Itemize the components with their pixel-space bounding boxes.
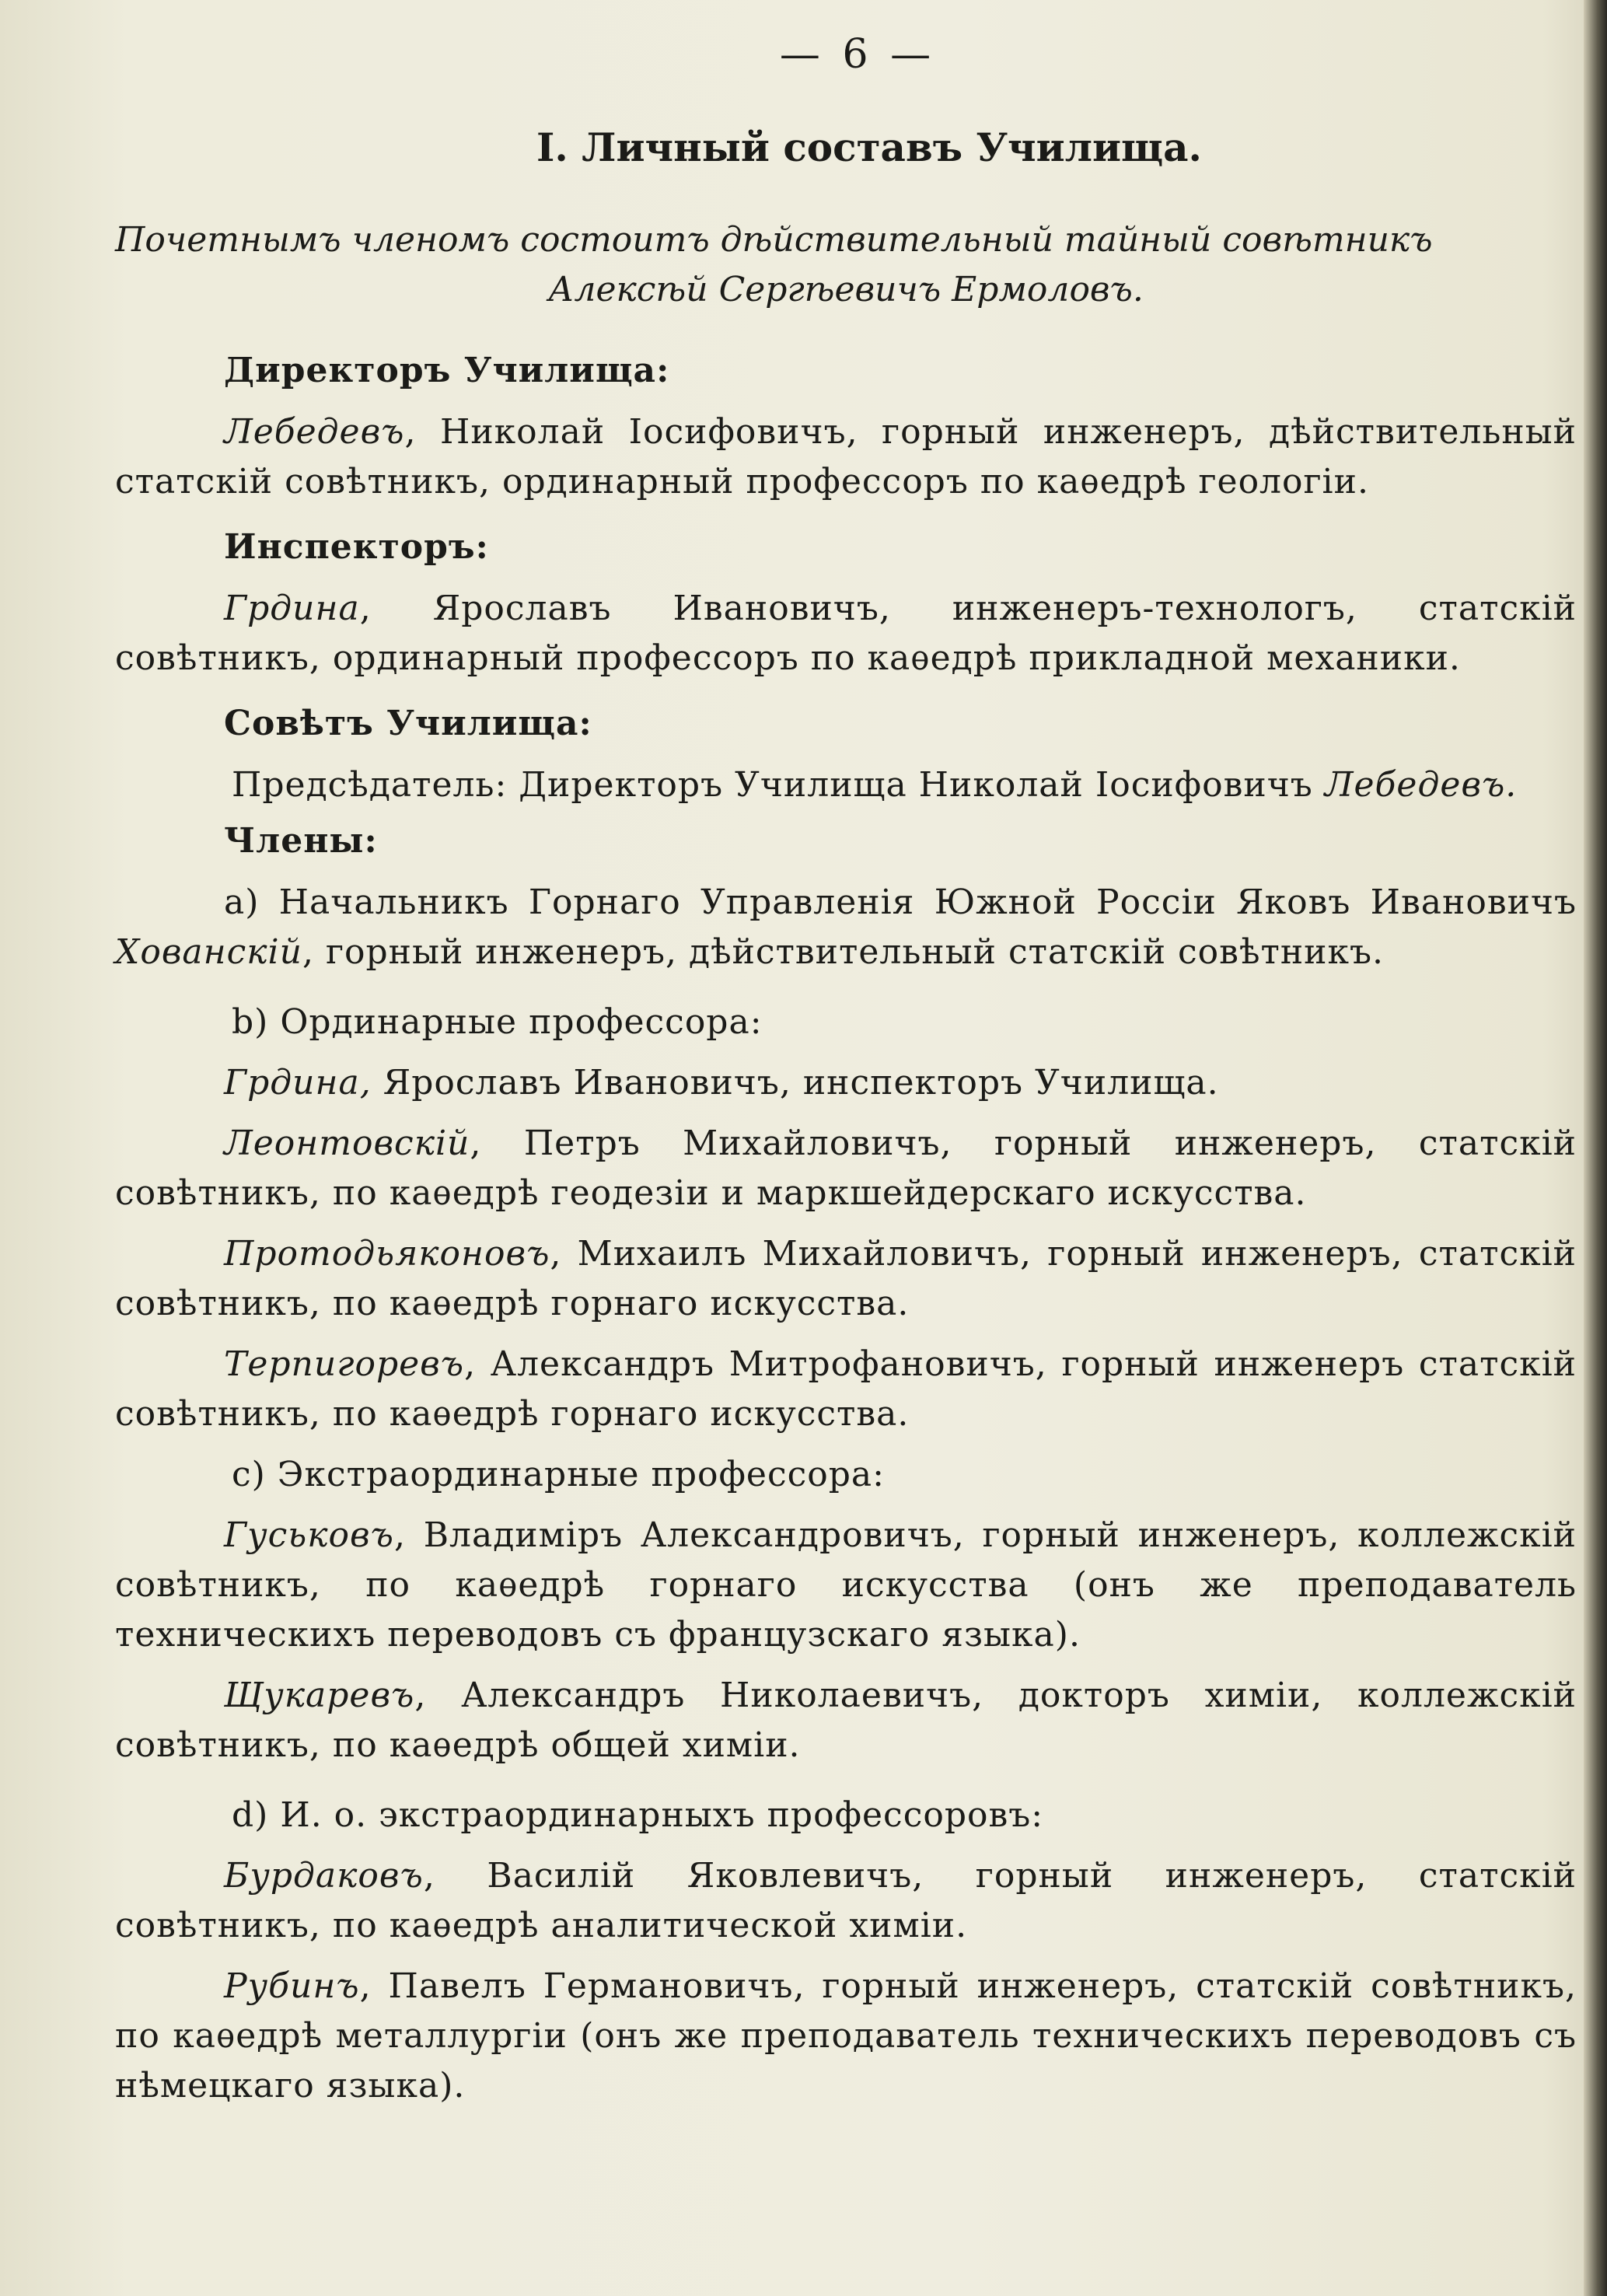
member-text: , Петръ Михайловичъ, горный инженеръ, статскій совѣтникъ, по каѳедрѣ геодезіи и маркшейдерскаго искусства. xyxy=(115,1124,1577,1213)
page-number: — 6 — xyxy=(779,31,936,78)
director-entry xyxy=(115,407,1577,507)
council-chair xyxy=(115,760,1577,810)
list-item xyxy=(115,1229,1577,1329)
inspector-heading: Инспекторъ: xyxy=(224,527,489,567)
member-text: , Василій Яковлевичъ, горный инженеръ, статскій совѣтникъ, по каѳедрѣ аналитической химіи. xyxy=(115,1856,1577,1945)
member-name: Грдина, xyxy=(224,1063,372,1103)
list-item xyxy=(115,1511,1577,1660)
list-item xyxy=(115,1058,1577,1108)
member-a-text: , горный инженеръ, дѣйствительный статскій совѣтникъ. xyxy=(302,932,1384,972)
member-text: , Владиміръ Александровичъ, горный инженеръ, коллежскій совѣтникъ, по каѳедрѣ горнаго искусства (онъ же преподаватель техническихъ переводовъ съ французскаго языка). xyxy=(115,1515,1577,1655)
member-a-prefix: а) Начальникъ Горнаго Управленія Южной Россіи Яковъ Ивановичъ xyxy=(224,882,1577,922)
section-title: I. Личный составъ Училища. xyxy=(536,124,1202,170)
council-chair-name: Лебедевъ. xyxy=(1324,765,1518,805)
member-text: , Александръ Николаевичъ, докторъ химіи, коллежскій совѣтникъ, по каѳедрѣ общей химіи. xyxy=(115,1676,1577,1765)
inspector-entry xyxy=(115,584,1577,683)
council-chair-text: Предсѣдатель: Директоръ Училища Николай Іосифовичъ xyxy=(232,765,1325,805)
member-text: Ярославъ Ивановичъ, инспекторъ Училища. xyxy=(371,1063,1219,1103)
members-heading: Члены: xyxy=(224,821,378,861)
inspector-text: , Ярославъ Ивановичъ, инженеръ-технологъ, статскій совѣтникъ, ординарный профессоръ по каѳедрѣ прикладной механики. xyxy=(115,589,1577,678)
director-name: Лебедевъ xyxy=(224,412,405,452)
member-name: Протодьяконовъ xyxy=(224,1234,550,1274)
member-a-entry xyxy=(115,878,1577,977)
member-text: , Павелъ Германовичъ, горный инженеръ, статскій совѣтникъ, по каѳедрѣ металлургіи (онъ же преподаватель техническихъ переводовъ съ нѣмецкаго языка). xyxy=(115,1966,1577,2106)
inspector-name: Грдина xyxy=(224,589,360,628)
member-name: Рубинъ xyxy=(224,1966,360,2006)
list-item xyxy=(115,1119,1577,1218)
extraordinary-professors-label: с) Экстраординарные профессора: xyxy=(232,1455,885,1494)
honorary-line-2: Алексѣй Сергѣевичъ Ермоловъ. xyxy=(548,270,1144,309)
honorary-member-paragraph xyxy=(115,215,1577,315)
member-name: Леонтовскій xyxy=(224,1124,470,1163)
member-a-name: Хованскій xyxy=(115,932,302,972)
council-heading: Совѣтъ Училища: xyxy=(224,704,592,743)
honorary-line-1: Почетнымъ членомъ состоитъ дѣйствительный тайный совѣтникъ xyxy=(115,220,1433,260)
member-text: , Михаилъ Михайловичъ, горный инженеръ, статскій совѣтникъ, по каѳедрѣ горнаго искусства. xyxy=(115,1234,1577,1323)
list-item xyxy=(115,1340,1577,1439)
member-name: Терпигоревъ xyxy=(224,1344,465,1384)
ordinary-professors-label: b) Ординарные профессора: xyxy=(232,1002,763,1042)
member-name: Щукаревъ xyxy=(224,1676,415,1715)
list-item xyxy=(115,1962,1577,2111)
page-content xyxy=(115,31,1577,2122)
member-name: Гуськовъ xyxy=(224,1515,394,1555)
member-text: , Александръ Митрофановичъ, горный инженеръ статскій совѣтникъ, по каѳедрѣ горнаго искусства. xyxy=(115,1344,1577,1434)
director-text: , Николай Іосифовичъ, горный инженеръ, дѣйствительный статскій совѣтникъ, ординарный профессоръ по каѳедрѣ геологіи. xyxy=(115,412,1577,501)
book-gutter xyxy=(1584,0,1607,2296)
director-heading: Директоръ Училища: xyxy=(224,351,670,390)
list-item xyxy=(115,1671,1577,1770)
member-name: Бурдаковъ xyxy=(224,1856,424,1896)
list-item xyxy=(115,1851,1577,1951)
acting-professors-label: d) И. о. экстраординарныхъ профессоровъ: xyxy=(232,1795,1044,1835)
